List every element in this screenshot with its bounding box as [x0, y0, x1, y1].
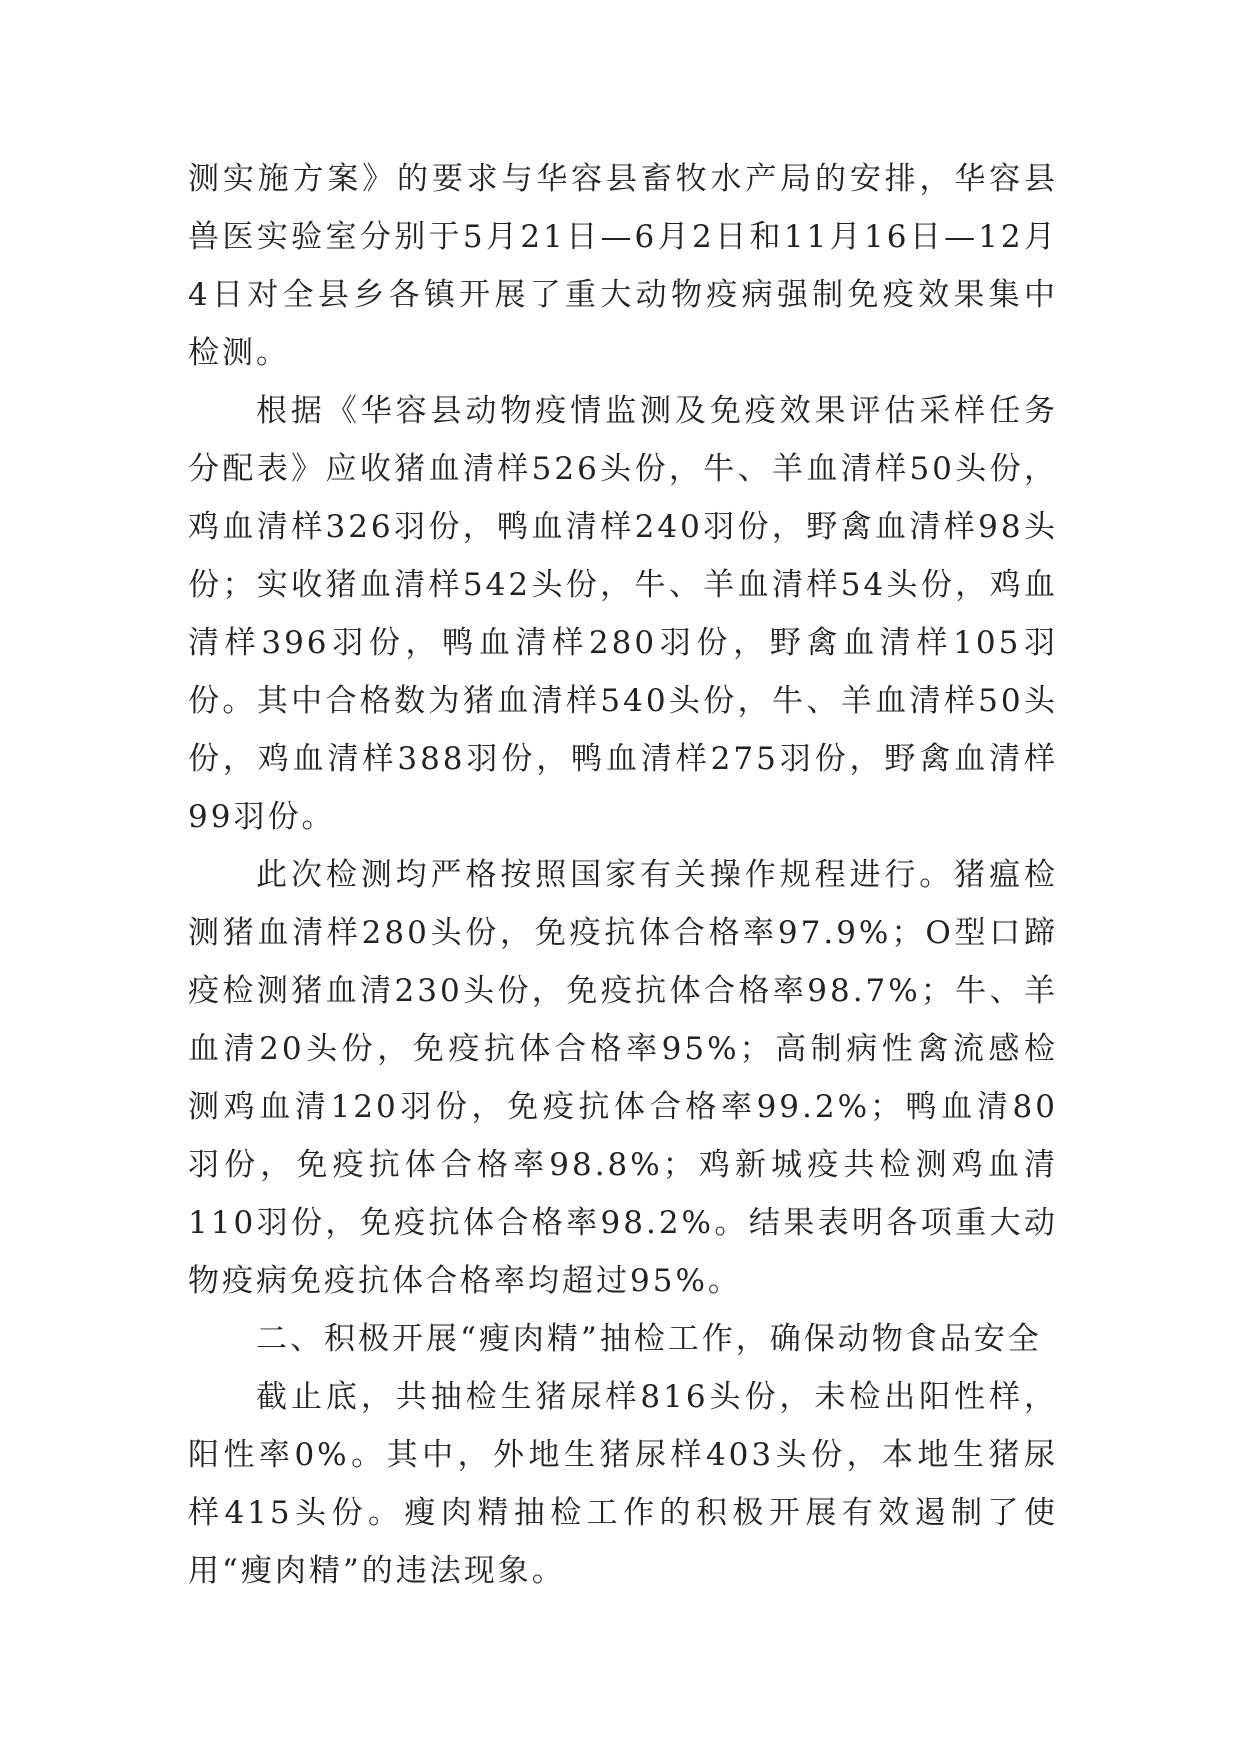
paragraph-1: 测实施方案》的要求与华容县畜牧水产局的安排，华容县兽医实验室分别于5月21日—6月2日和11月16日—12月4日对全县乡各镇开展了重大动物疫病强制免疫效果集中检测。	[188, 161, 1058, 371]
section-heading: 二、积极开展“瘦肉精”抽检工作，确保动物食品安全	[256, 1321, 1042, 1357]
paragraph-2: 根据《华容县动物疫情监测及免疫效果评估采样任务分配表》应收猪血清样526头份，牛、羊血清样50头份，鸡血清样326羽份，鸭血清样240羽份，野禽血清样98头份；实收猪血清样542头份，牛、羊血清样54头份，鸡血清样396羽份，鸭血清样280羽份，野禽血清样105羽份。其中合格数为猪血清样540头份，牛、羊血清样50头份，鸡血清样388羽份，鸭血清样275羽份，野禽血清样99羽份。	[188, 393, 1058, 835]
document-body	[188, 150, 1058, 1600]
paragraph-3: 此次检测均严格按照国家有关操作规程进行。猪瘟检测猪血清样280头份，免疫抗体合格率97.9%；O型口蹄疫检测猪血清230头份，免疫抗体合格率98.7%；牛、羊血清20头份，免疫抗体合格率95%；高制病性禽流感检测鸡血清120羽份，免疫抗体合格率99.2%；鸭血清80羽份，免疫抗体合格率98.8%；鸡新城疫共检测鸡血清110羽份，免疫抗体合格率98.2%。结果表明各项重大动物疫病免疫抗体合格率均超过95%。	[188, 857, 1058, 1299]
paragraph-4: 截止底，共抽检生猪尿样816头份，未检出阳性样，阳性率0%。其中，外地生猪尿样403头份，本地生猪尿样415头份。瘦肉精抽检工作的积极开展有效遏制了使用“瘦肉精”的违法现象。	[188, 1379, 1058, 1589]
